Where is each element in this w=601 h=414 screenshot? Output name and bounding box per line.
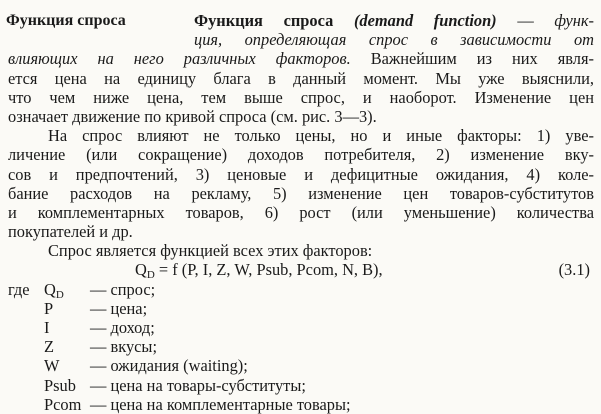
- variable-description: — спрос;: [90, 279, 156, 299]
- variable-row-z: [8, 337, 594, 356]
- text-column: [8, 11, 594, 414]
- paragraph2-line1: На спрос влияют не только цены, но и иные факторы: 1) уве-: [48, 126, 594, 146]
- equation-rhs: = f (P, I, Z, W, Psub, Pcom, N, B),: [158, 260, 383, 280]
- equation-number: (3.1): [558, 260, 590, 280]
- paragraph3: Спрос является функцией всех этих факторов:: [48, 241, 373, 261]
- equation-lhs-sub: D: [146, 269, 155, 282]
- term-english: (demand function): [353, 11, 497, 30]
- paragraph1-line3-rest: Важнейшим из них явля-: [370, 49, 594, 69]
- variable-description: — цена на товары-субституты;: [90, 375, 306, 395]
- equation: [8, 260, 383, 282]
- variable-description: — ожидания (waiting);: [90, 356, 248, 376]
- variable-description: — цена;: [90, 298, 148, 318]
- paragraph1-line1: [8, 11, 594, 30]
- variable-symbol: Psub: [44, 375, 76, 395]
- equation-row: [8, 260, 594, 282]
- paragraph2-line6: покупателей и др.: [8, 222, 133, 242]
- paragraph2-line2: личение (или сокращение) доходов потребителя, 2) изменение вку-: [8, 145, 594, 165]
- variable-description: — цена на комплементарные товары;: [90, 394, 351, 414]
- variable-symbol: I: [44, 318, 50, 337]
- where-label: где: [8, 279, 30, 299]
- variable-description: — вкусы;: [90, 337, 157, 357]
- paragraph1-line4: ется цена на единицу блага в данный момент. Мы уже выяснили,: [8, 68, 594, 88]
- em-dash: —: [517, 11, 534, 30]
- variable-symbol-sub: D: [55, 288, 64, 301]
- variable-row-p: [8, 299, 594, 318]
- paragraph2-line4: бание расходов на рекламу, 5) изменение цен товаров-субститутов: [8, 183, 594, 203]
- variable-symbol: P: [44, 298, 54, 318]
- variable-row-w: [8, 356, 594, 375]
- definition-end: влияющих на него различных факторов.: [8, 49, 351, 69]
- paragraph2-line3: сов и предпочтений, 3) ценовые и дефицитные ожидания, 4) коле-: [8, 164, 594, 184]
- variable-row-i: [8, 318, 594, 337]
- paragraph1-line3: [8, 49, 594, 68]
- margin-note: Функция спроса: [6, 12, 126, 29]
- paragraph1-line2: ция, определяющая спрос в зависимости от: [194, 30, 594, 50]
- variable-symbol: $Q_D$: [44, 279, 64, 301]
- variable-row-psub: [8, 376, 594, 395]
- variable-row-pcom: [8, 395, 594, 414]
- variable-description: — доход;: [90, 318, 155, 337]
- variable-row-qd: [8, 280, 594, 299]
- paragraph2-line5: и комплементарных товаров, 6) рост (или уменьшение) количества: [8, 202, 594, 222]
- variable-symbol: W: [44, 356, 60, 376]
- paragraph1-line6: означает движение по кривой спроса (см. рис. 3—3).: [8, 106, 377, 126]
- paragraph1-line5: что чем ниже цена, тем выше спрос, и наоборот. Изменение цен: [8, 87, 594, 107]
- variable-symbol: Pcom: [44, 394, 82, 414]
- definition-start: функ-: [554, 11, 594, 30]
- term-demand-function: Функция спроса: [194, 11, 334, 30]
- variable-symbol: Z: [44, 337, 55, 357]
- equation-lhs: Q: [135, 260, 147, 280]
